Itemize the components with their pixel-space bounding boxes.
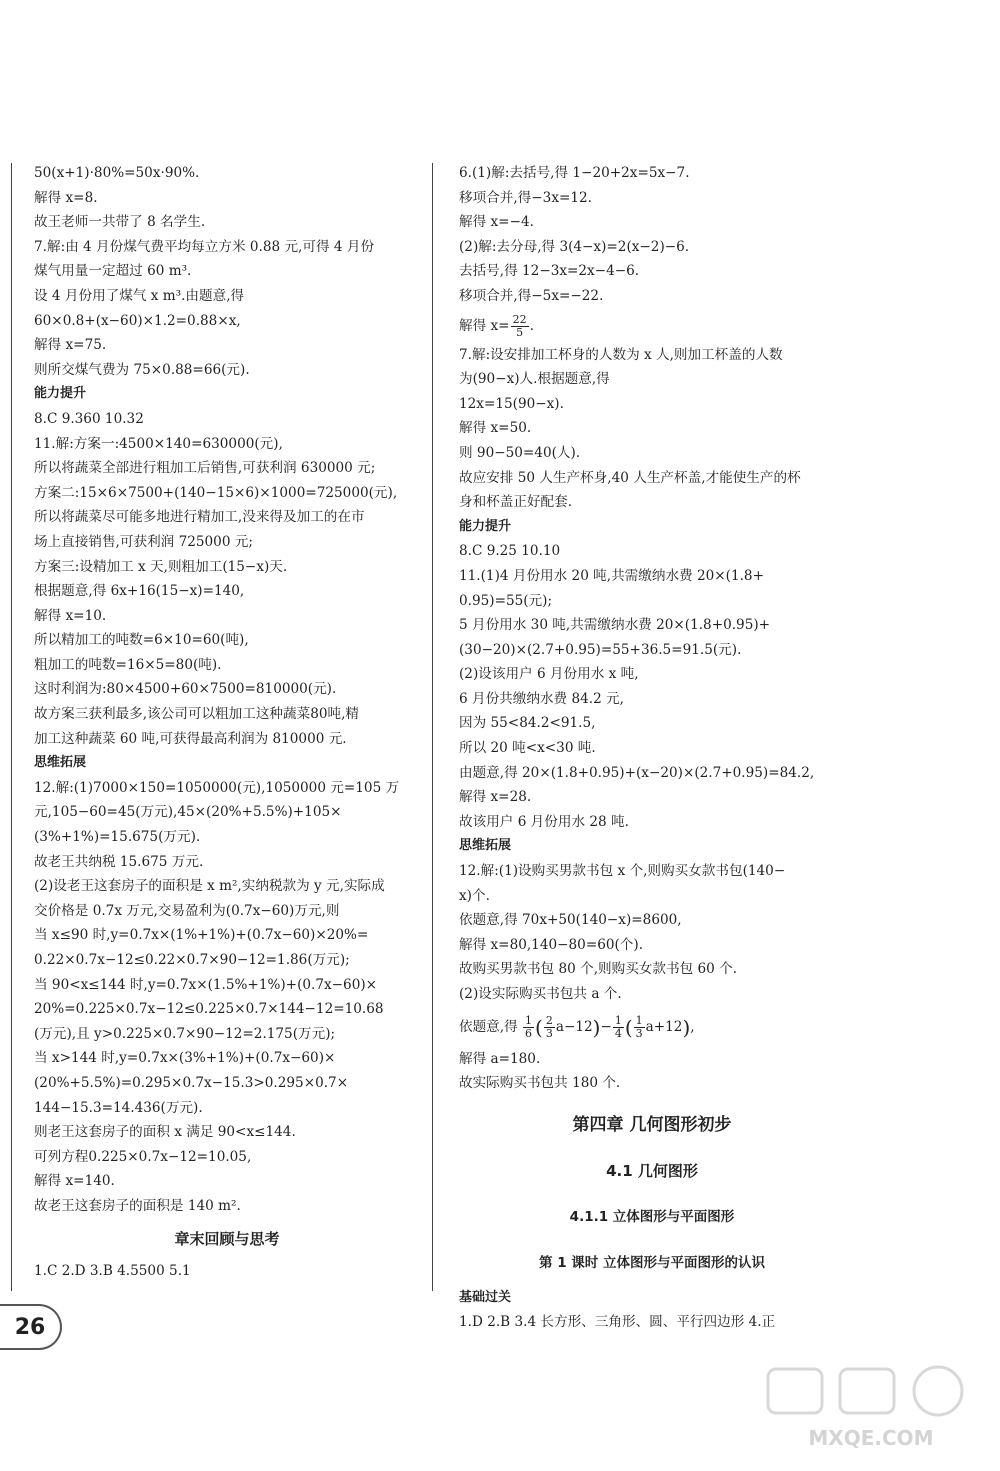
left-text-line: (万元),且 y>0.225×0.7×90−12=2.175(万元); bbox=[34, 1025, 336, 1042]
right-text-line: 解得 x=80,140−80=60(个). bbox=[459, 936, 644, 953]
section-label: 思维拓展 bbox=[459, 838, 512, 854]
left-text-line: 粗加工的吨数=16×5=80(吨). bbox=[34, 656, 222, 673]
left-text-line: 解得 x=75. bbox=[34, 337, 107, 354]
left-text-line: 144−15.3=14.436(万元). bbox=[34, 1099, 203, 1116]
right-text-line: 解得 x=50. bbox=[459, 420, 532, 437]
left-text-line: (2)设老王这套房子的面积是 x m²,实纳税款为 y 元,实际成 bbox=[34, 878, 385, 895]
left-text-line: 故王老师一共带了 8 名学生. bbox=[34, 214, 206, 231]
left-text-line: 可列方程0.225×0.7x−12=10.05, bbox=[34, 1148, 252, 1165]
right-column bbox=[459, 161, 845, 1335]
left-text-line: 根据题意,得 6x+16(15−x)=140, bbox=[34, 583, 245, 600]
right-text-line: 身和杯盖正好配套. bbox=[459, 494, 573, 511]
left-text-line: 故老王共纳税 15.675 万元. bbox=[34, 853, 204, 870]
left-text-line: 12.解:(1)7000×150=1050000(元),1050000 元=105 万 bbox=[34, 779, 400, 796]
left-text-line: 当 x≤90 时,y=0.7x×(1%+1%)+(0.7x−60)×20%= bbox=[34, 927, 369, 944]
left-text-line: 元,105−60=45(万元),45×(20%+5.5%)+105× bbox=[34, 804, 342, 821]
chapter-review-heading: 章末回顾与思考 bbox=[174, 1229, 280, 1248]
right-text-line: 7.解:设安排加工杯身的人数为 x 人,则加工杯盖的人数 bbox=[459, 346, 783, 363]
left-text-line: 0.22×0.7x−12≤0.22×0.7×90−12=1.86(万元); bbox=[34, 952, 350, 968]
right-text-line: 6.(1)解:去括号,得 1−20+2x=5x−7. bbox=[459, 165, 690, 181]
left-text-line: (3%+1%)=15.675(万元). bbox=[34, 829, 201, 846]
left-text-line: 则老王这套房子的面积 x 满足 90<x≤144. bbox=[34, 1124, 296, 1141]
left-text-line: 解得 x=10. bbox=[34, 607, 107, 624]
right-text-line: 8.C 9.25 10.10 bbox=[459, 543, 561, 560]
answer-line: 1.C 2.D 3.B 4.5500 5.1 bbox=[34, 1262, 191, 1279]
equation-line: 依题意,得 $\frac{1}{6}$ ( $\frac{2}{3}$ a−12)− $\frac{1}{4}$ ( $\frac{1}{3}$ a+12), bbox=[459, 1013, 695, 1040]
left-text-line: 8.C 9.360 10.32 bbox=[34, 410, 144, 427]
subsection-title: 4.1.1 立体图形与平面图形 bbox=[569, 1208, 735, 1225]
left-text-line: 故老王这套房子的面积是 140 m². bbox=[34, 1197, 241, 1214]
right-text-line: 去括号,得 12−3x=2x−4−6. bbox=[459, 263, 640, 280]
left-text-line: 解得 x=140. bbox=[34, 1173, 115, 1190]
basic-label: 基础过关 bbox=[459, 1289, 512, 1305]
right-text-line: 5 月份用水 30 吨,共需缴纳水费 20×(1.8+0.95)+ bbox=[459, 617, 771, 634]
right-text-line: 12.解:(1)设购买男款书包 x 个,则购买女款书包(140− bbox=[459, 863, 786, 880]
left-text-line: 所以精加工的吨数=6×10=60(吨), bbox=[34, 632, 249, 649]
section-label: 能力提升 bbox=[459, 518, 512, 534]
left-text-line: 煤气用量一定超过 60 m³. bbox=[34, 263, 192, 280]
left-text-line: 20%=0.225×0.7x−12≤0.225×0.7×144−12=10.68 bbox=[34, 1001, 384, 1018]
right-text-line: 所以 20 吨<x<30 吨. bbox=[459, 740, 596, 757]
right-text-line: 0.95)=55(元); bbox=[459, 592, 553, 609]
left-text-line: 60×0.8+(x−60)×1.2=0.88×x, bbox=[34, 312, 241, 329]
fraction: $\frac{22}{5}$ bbox=[512, 312, 527, 339]
right-text-line: 故实际购买书包共 180 个. bbox=[459, 1075, 621, 1092]
right-text-line: (2)解:去分母,得 3(4−x)=2(x−2)−6. bbox=[459, 238, 690, 255]
left-text-line: 场上直接销售,可获利润 725000 元; bbox=[34, 533, 253, 550]
left-text-line: 7.解:由 4 月份煤气费平均每立方米 0.88 元,可得 4 月份 bbox=[34, 238, 375, 255]
right-text-line: 解得 x=28. bbox=[459, 789, 532, 806]
right-text-line: (30−20)×(2.7+0.95)=55+36.5=91.5(元). bbox=[459, 641, 742, 658]
left-column bbox=[34, 161, 420, 1283]
answer-line: 1.D 2.B 3.4 长方形、三角形、圆、平行四边形 4.正 bbox=[459, 1314, 776, 1331]
right-text-line: 6 月份共缴纳水费 84.2 元, bbox=[459, 690, 624, 707]
left-text-line: 方案三:设精加工 x 天,则粗加工(15−x)天. bbox=[34, 558, 288, 575]
section-title: 4.1 几何图形 bbox=[606, 1161, 698, 1180]
right-text-line: 因为 55<84.2<91.5, bbox=[459, 715, 596, 732]
left-text-line: 故方案三获利最多,该公司可以粗加工这种蔬菜80吨,精 bbox=[34, 706, 360, 723]
right-text-line: 故应安排 50 人生产杯身,40 人生产杯盖,才能使生产的杯 bbox=[459, 469, 801, 486]
left-text-line: 解得 x=8. bbox=[34, 189, 98, 206]
left-text-line: 当 90<x≤144 时,y=0.7x×(1.5%+1%)+(0.7x−60)× bbox=[34, 976, 378, 993]
right-text-line: 12x=15(90−x). bbox=[459, 395, 564, 412]
right-text-line: 故该用户 6 月份用水 28 吨. bbox=[459, 813, 629, 830]
right-text-line: (2)设该用户 6 月份用水 x 吨, bbox=[459, 666, 639, 683]
left-text-line: 50(x+1)·80%=50x·90%. bbox=[34, 165, 200, 181]
right-text-line: (2)设实际购买书包共 a 个. bbox=[459, 986, 622, 1002]
right-text-line: 解得 x=−4. bbox=[459, 214, 534, 231]
section-label: 思维拓展 bbox=[34, 755, 87, 771]
right-text-line: 依题意,得 70x+50(140−x)=8600, bbox=[459, 912, 682, 929]
left-text-line: 这时利润为:80×4500+60×7500=810000(元). bbox=[34, 681, 337, 698]
section-label: 能力提升 bbox=[34, 386, 87, 402]
chapter-title: 第四章 几何图形初步 bbox=[572, 1114, 732, 1135]
left-text-line: 设 4 月份用了煤气 x m³.由题意,得 bbox=[34, 287, 245, 304]
left-text-line: 所以将蔬菜全部进行粗加工后销售,可获利润 630000 元; bbox=[34, 460, 376, 477]
right-text-line: 故购买男款书包 80 个,则购买女款书包 60 个. bbox=[459, 961, 738, 978]
column-divider bbox=[432, 163, 433, 1291]
right-text-line: x)个. bbox=[459, 887, 490, 904]
right-text-line: 11.(1)4 月份用水 20 吨,共需缴纳水费 20×(1.8+ bbox=[459, 567, 764, 584]
watermark-text: MXQE.COM bbox=[808, 1426, 934, 1450]
left-text-line: 则所交煤气费为 75×0.88=66(元). bbox=[34, 361, 250, 378]
left-text-line: 当 x>144 时,y=0.7x×(3%+1%)+(0.7x−60)× bbox=[34, 1050, 336, 1067]
right-text-line: 移项合并,得−3x=12. bbox=[459, 189, 593, 206]
right-text-line: 为(90−x)人.根据题意,得 bbox=[459, 371, 610, 388]
page-number: 26 bbox=[0, 1304, 62, 1350]
left-text-line: 所以将蔬菜尽可能多地进行精加工,没来得及加工的在市 bbox=[34, 509, 365, 526]
fraction-line: 解得 x= $\frac{22}{5}$ . bbox=[459, 312, 534, 339]
right-text-line: 移项合并,得−5x=−22. bbox=[459, 287, 604, 304]
left-text-line: (20%+5.5%)=0.295×0.7x−15.3>0.295×0.7× bbox=[34, 1074, 349, 1091]
left-text-line: 11.解:方案一:4500×140=630000(元), bbox=[34, 435, 283, 452]
right-text-line: 解得 a=180. bbox=[459, 1050, 541, 1067]
watermark-logo bbox=[756, 1365, 986, 1455]
lesson-title: 第 1 课时 立体图形与平面图形的认识 bbox=[539, 1254, 765, 1271]
right-text-line: 由题意,得 20×(1.8+0.95)+(x−20)×(2.7+0.95)=84.2, bbox=[459, 764, 815, 781]
left-margin-rule bbox=[11, 163, 12, 1291]
left-text-line: 加工这种蔬菜 60 吨,可获得最高利润为 810000 元. bbox=[34, 730, 347, 747]
right-text-line: 则 90−50=40(人). bbox=[459, 444, 581, 461]
left-text-line: 交价格是 0.7x 万元,交易盈利为(0.7x−60)万元,则 bbox=[34, 902, 340, 919]
left-text-line: 方案二:15×6×7500+(140−15×6)×1000=725000(元), bbox=[34, 484, 398, 501]
